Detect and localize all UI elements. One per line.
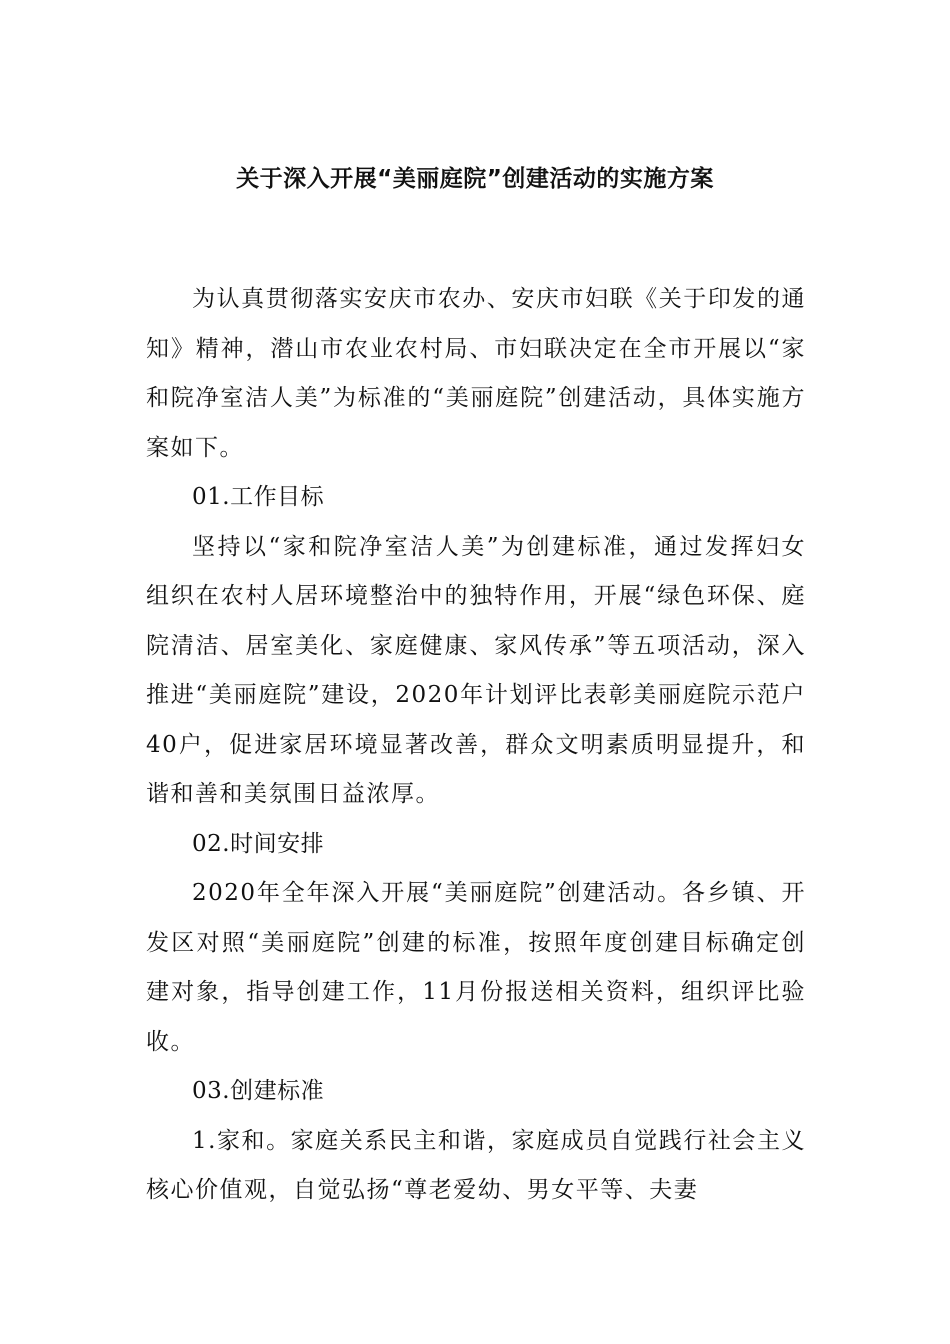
goals-paragraph: 坚持以“家和院净室洁人美”为创建标准，通过发挥妇女组织在农村人居环境整治中的独特作用，开展“绿色环保、庭院清洁、居室美化、家庭健康、家风传承”等五项活动，深入推进“美丽庭院”建设，2020年计划评比表彰美丽庭院示范户40户，促进家居环境显著改善，群众文明素质明显提升，和谐和善和美氛围日益浓厚。	[146, 533, 806, 807]
document-title: 关于深入开展“美丽庭院”创建活动的实施方案	[236, 166, 714, 192]
intro-paragraph: 为认真贯彻落实安庆市农办、安庆市妇联《关于印发的通知》精神，潜山市农业农村局、市妇联决定在全市开展以“家和院净室洁人美”为标准的“美丽庭院”创建活动，具体实施方案如下。	[146, 286, 806, 461]
document-body	[146, 275, 806, 1216]
section-heading-schedule: 02.时间安排	[192, 830, 325, 857]
section-heading-standards: 03.创建标准	[192, 1078, 325, 1104]
section-heading-goals: 01.工作目标	[192, 484, 325, 510]
standards-paragraph: 1.家和。家庭关系民主和谐，家庭成员自觉践行社会主义核心价值观，自觉弘扬“尊老爱幼、男女平等、夫妻	[146, 1127, 806, 1203]
schedule-paragraph: 2020年全年深入开展“美丽庭院”创建活动。各乡镇、开发区对照“美丽庭院”创建的标准，按照年度创建目标确定创建对象，指导创建工作，11月份报送相关资料，组织评比验收。	[146, 880, 806, 1055]
